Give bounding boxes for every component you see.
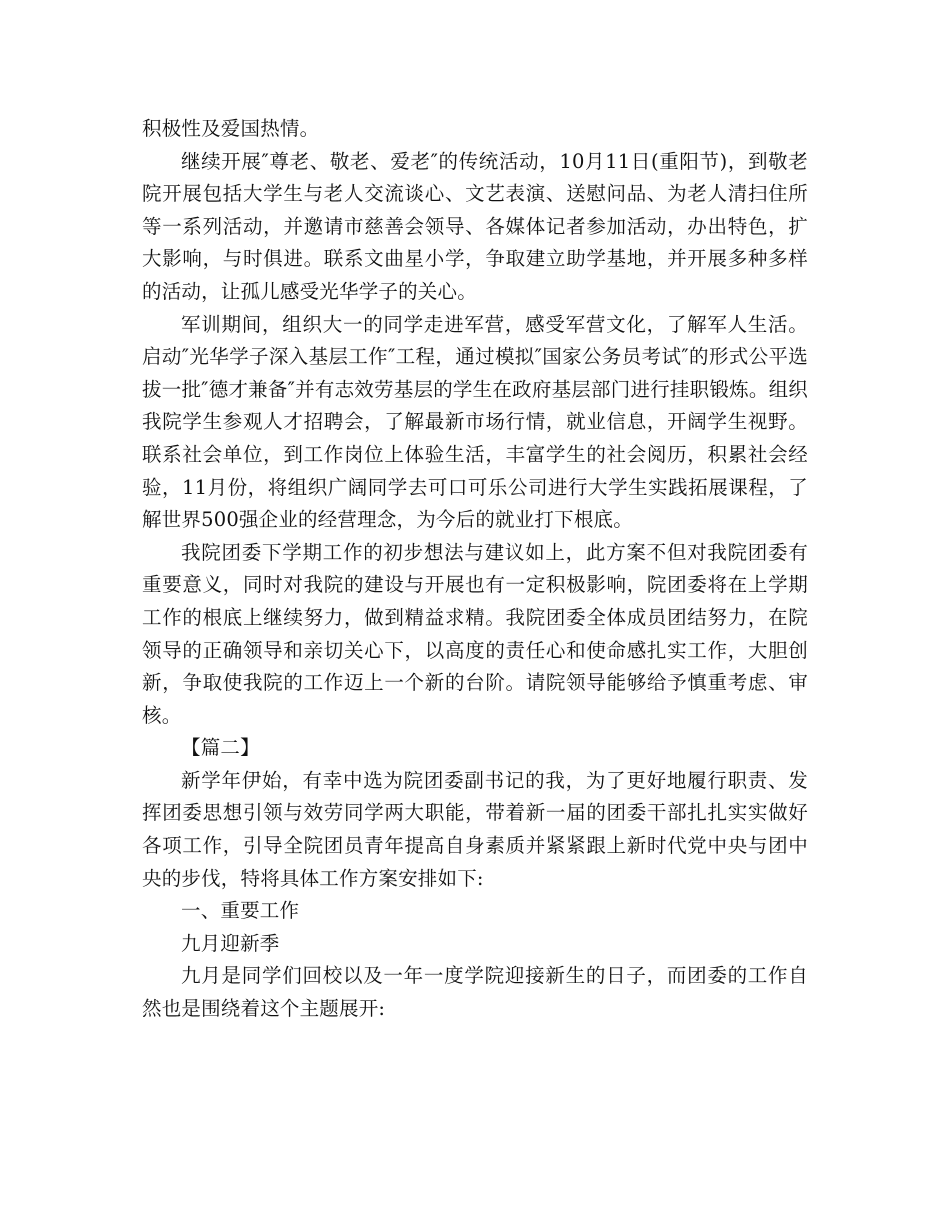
paragraph-summary: 我院团委下学期工作的初步想法与建议如上，此方案不但对我院团委有重要意义，同时对我院的建设与开展也有一定积极影响，院团委将在上学期工作的根底上继续努力，做到精益求精。我院团委全体成员团结努力，在院领导的正确领导和亲切关心下，以高度的责任心和使命感扎实工作，大胆创新，争取使我院的工作迈上一个新的台阶。请院领导能够给予慎重考虑、审核。: [142, 540, 808, 727]
paragraph-respect-elders-activity: 继续开展″尊老、敬老、爱老″的传统活动，10月11日(重阳节)，到敬老院开展包括大学生与老人交流谈心、文艺表演、送慰问品、为老人清扫住所等一系列活动，并邀请市慈善会领导、各媒体记者参加活动，办出特色，扩大影响，与时俱进。联系文曲星小学，争取建立助学基地，并开展多种多样的活动，让孤儿感受光华学子的关心。: [142, 149, 808, 303]
heading-main-work: 一、重要工作: [181, 899, 300, 923]
paragraph-military-training: 军训期间，组织大一的同学走进军营，感受军营文化，了解军人生活。启动″光华学子深入基层工作″工程，通过模拟″国家公务员考试″的形式公平选拔一批″德才兼备″并有志效劳基层的学生在政府基层部门进行挂职锻炼。组织我院学生参观人才招聘会，了解最新市场行情，就业信息，开阔学生视野。联系社会单位，到工作岗位上体验生活，丰富学生的社会阅历，积累社会经验，11月份，将组织广阔同学去可口可乐公司进行大学生实践拓展课程，了解世界500强企业的经营理念，为今后的就业打下根底。: [142, 312, 808, 532]
paragraph-september-intro: 九月是同学们回校以及一年一度学院迎接新生的日子，而团委的工作自然也是围绕着这个主题展开:: [142, 964, 808, 1021]
section-heading-part-two: 【篇二】: [181, 736, 260, 760]
paragraph-new-semester: 新学年伊始，有幸中选为院团委副书记的我，为了更好地履行职责、发挥团委思想引领与效劳同学两大职能，带着新一届的团委干部扎扎实实做好各项工作，引导全院团员青年提高自身素质并紧紧跟上新时代党中央与团中央的步伐，特将具体工作方案安排如下:: [142, 768, 808, 890]
paragraph-continuation: 积极性及爱国热情。: [142, 117, 320, 140]
heading-september-welcome: 九月迎新季: [181, 931, 280, 955]
document-body: [142, 113, 808, 1026]
